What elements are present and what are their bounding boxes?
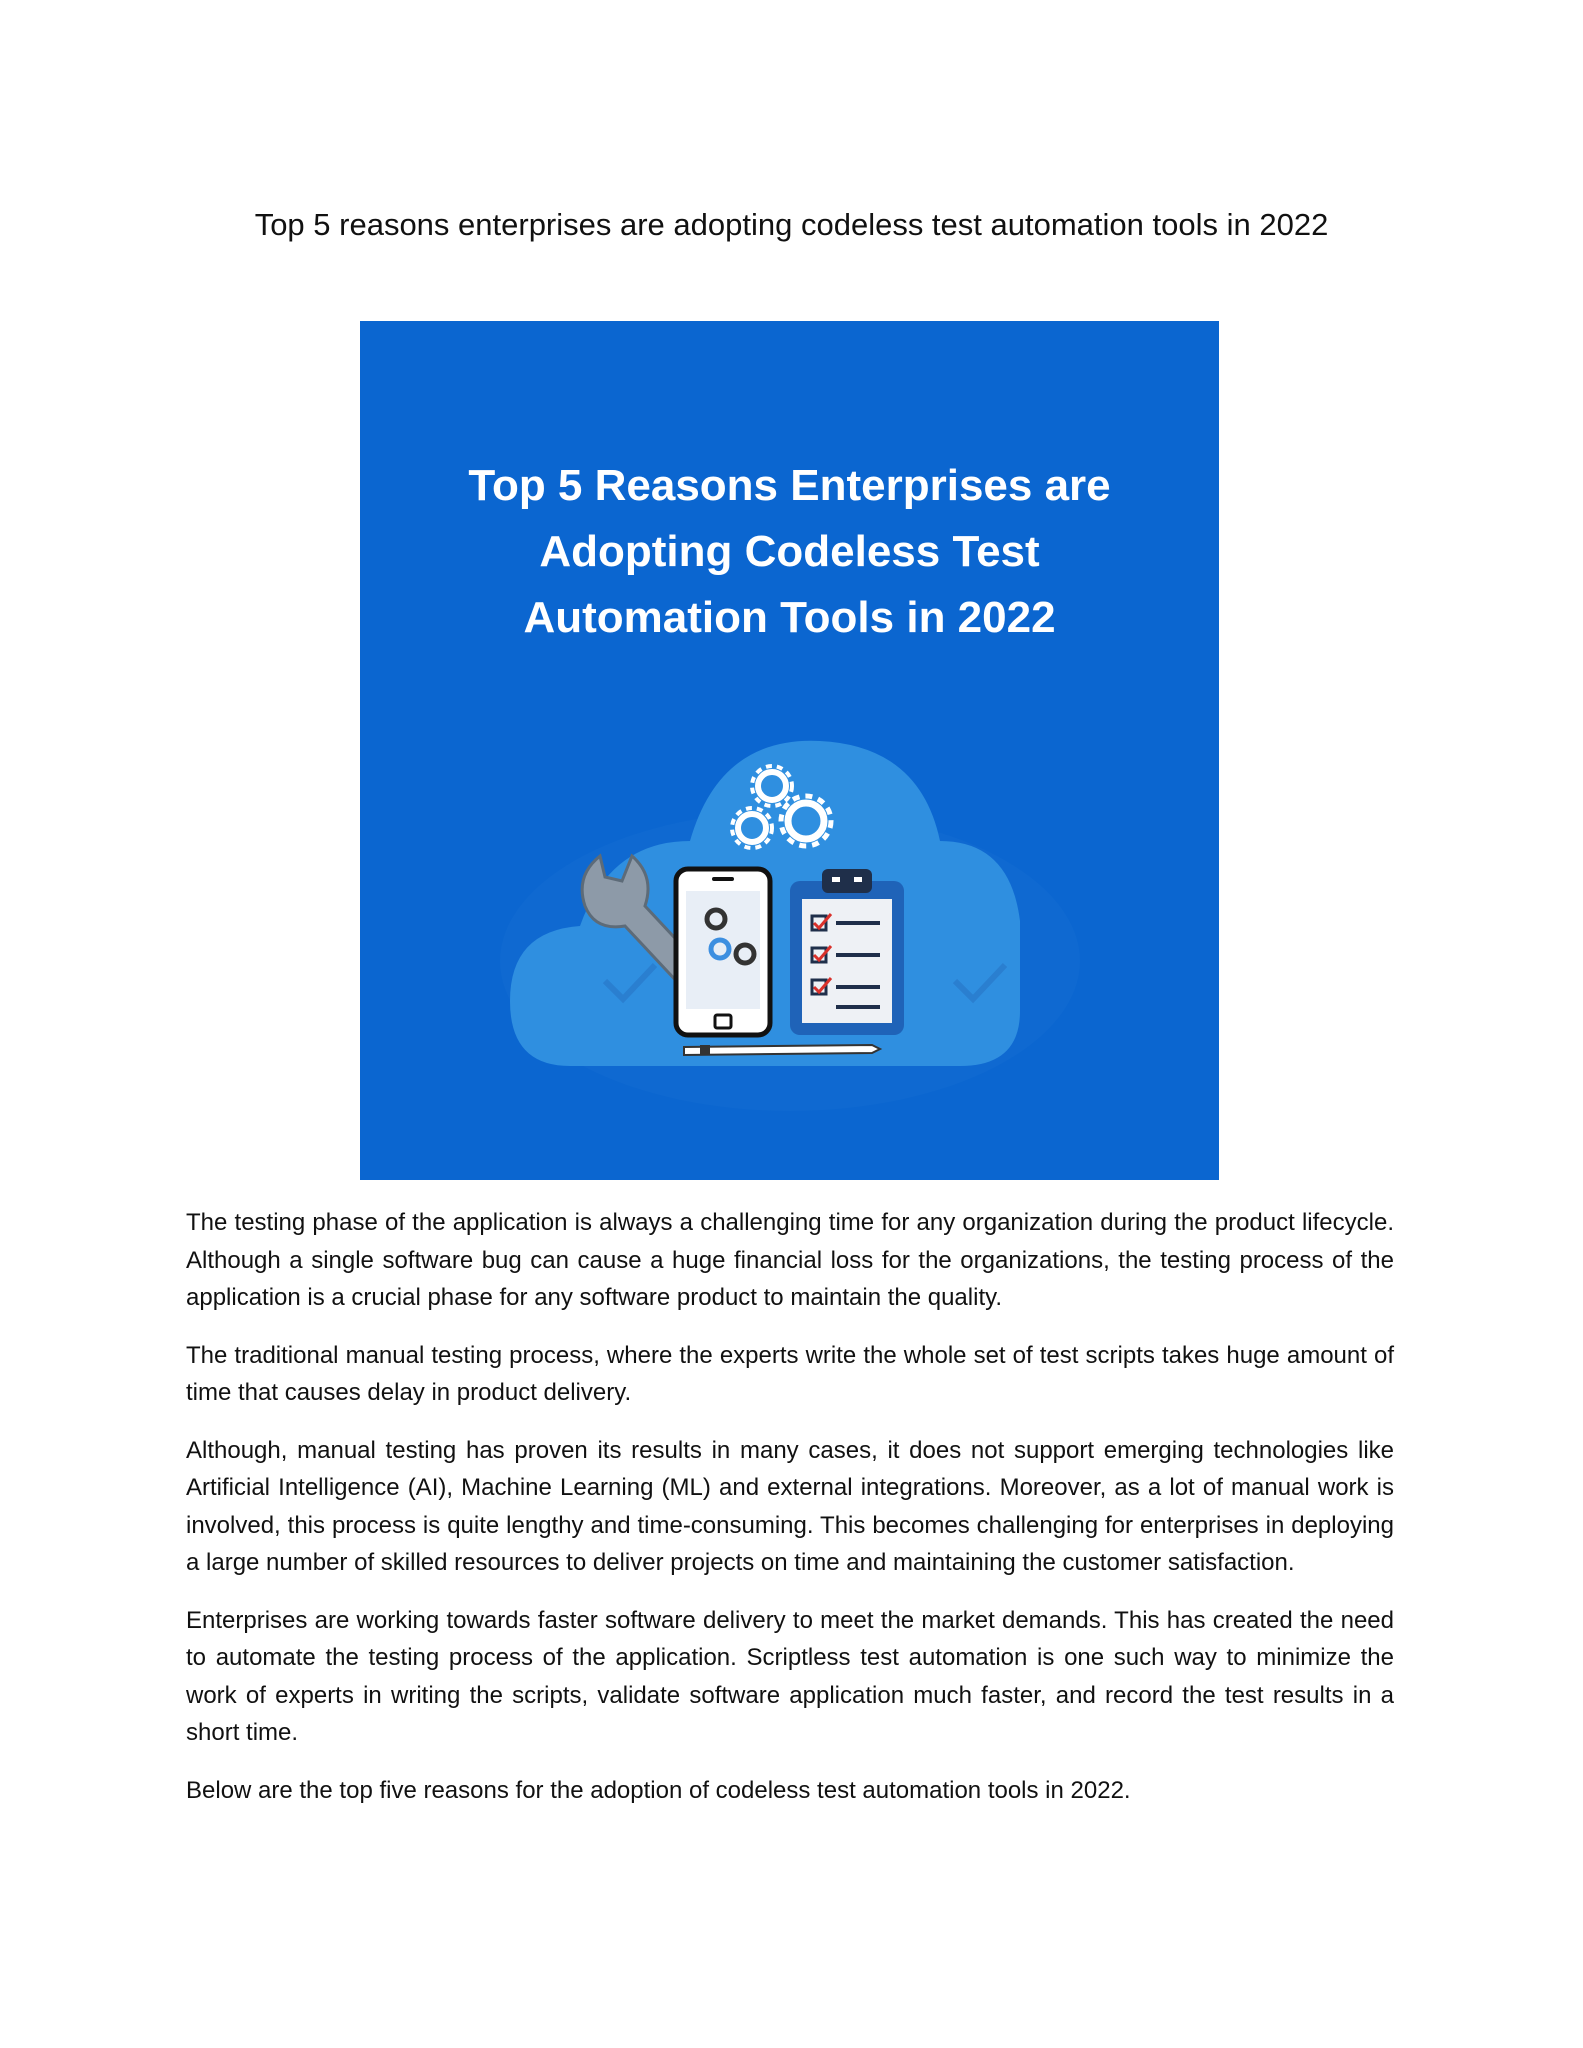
body-text (186, 1204, 1394, 1829)
paragraph-4: Enterprises are working towards faster software delivery to meet the market demands. This has created the need to automate the testing process of the application. Scriptless test automation is one such way to minimize the work of experts in writing the scripts, validate software application much faster, and record the test results in a short time. (186, 1606, 1394, 1746)
paragraph-2: The traditional manual testing process, where the experts write the whole set of test scripts takes huge amount of time that causes delay in product delivery. (186, 1341, 1394, 1406)
hero-title-line-3: Automation Tools in 2022 (523, 593, 1056, 642)
pen-icon (684, 1045, 880, 1055)
paragraph-1: The testing phase of the application is always a challenging time for any organization during the product lifecycle. Although a single software bug can cause a huge financial loss for the organizations, the testing process of the application is a crucial phase for any software product to maintain the quality. (186, 1209, 1394, 1311)
document-title: Top 5 reasons enterprises are adopting codeless test automation tools in 2022 (254, 206, 1329, 242)
hero-illustration (360, 321, 1219, 1180)
paragraph-5: Below are the top five reasons for the adoption of codeless test automation tools in 2022. (186, 1776, 1131, 1804)
paragraph-3: Although, manual testing has proven its results in many cases, it does not support emerging technologies like Artificial Intelligence (AI), Machine Learning (ML) and external integrations. Moreover, as a lot of manual work is involved, this process is quite lengthy and time-consuming. This becomes challenging for enterprises in deploying a large number of skilled resources to deliver projects on time and maintaining the customer satisfaction. (186, 1436, 1394, 1576)
hero-image (360, 321, 1219, 1180)
hero-title-line-1: Top 5 Reasons Enterprises are (468, 461, 1111, 510)
hero-title-line-2: Adopting Codeless Test (539, 527, 1040, 576)
smartphone-icon (676, 869, 770, 1035)
clipboard-checklist-icon (790, 869, 904, 1035)
